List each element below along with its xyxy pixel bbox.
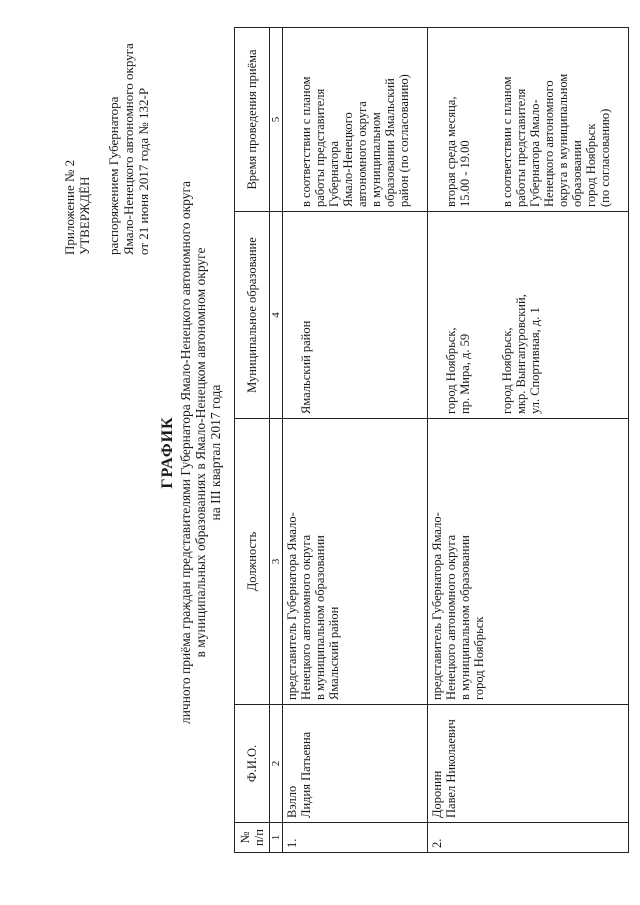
reception-time bbox=[428, 28, 629, 212]
person-position: представитель Губернатора Ямало- Ненецкого автономного округа в муниципальном образовании Ямальский район bbox=[283, 419, 428, 705]
approval-line: распоряжением Губернатора bbox=[106, 96, 121, 255]
column-number: 1 bbox=[270, 823, 283, 853]
approved-label: УТВЕРЖДЁН bbox=[77, 176, 92, 255]
title-heading: ГРАФИК bbox=[159, 416, 176, 489]
schedule-table bbox=[234, 27, 629, 853]
table-row bbox=[428, 28, 629, 853]
reception-time-entry: вторая среда месяца, 15.00 - 19.00 bbox=[444, 96, 472, 207]
approval-stamp bbox=[62, 5, 151, 255]
column-number: 3 bbox=[270, 419, 283, 705]
reception-time-entry: в соответствии с планом работы представителя Губернатора Ямало-Ненецкого автономного округа в муниципальном образовании Ямальский район (по согласованию) bbox=[299, 74, 411, 207]
column-header-municipality: Муниципальное образование bbox=[235, 212, 270, 419]
reception-time bbox=[283, 28, 428, 212]
appendix-number: Приложение № 2 bbox=[62, 159, 77, 255]
column-number: 2 bbox=[270, 705, 283, 823]
approval-spacer bbox=[92, 5, 106, 255]
row-number: 2. bbox=[428, 823, 629, 853]
column-header-time: Время проведения приёма bbox=[235, 28, 270, 212]
municipality-address: Ямальский район bbox=[299, 320, 313, 414]
municipality-address: город Ноябрьск, мкр. Вынгапуровский, ул. Спортивная, д. 1 bbox=[500, 294, 542, 414]
document-title bbox=[158, 40, 223, 865]
column-header-number: № п/п bbox=[235, 823, 270, 853]
person-position: представитель Губернатора Ямало- Ненецкого автономного округа в муниципальном образовании город Ноябрьск bbox=[428, 419, 629, 705]
municipality-address: город Ноябрьск, пр. Мира, д. 59 bbox=[444, 327, 472, 414]
municipality bbox=[428, 212, 629, 419]
column-number: 4 bbox=[270, 212, 283, 419]
approval-line: от 21 июня 2017 года № 132-Р bbox=[136, 87, 151, 255]
title-line: личного приёма граждан представителями Губернатора Ямало-Ненецкого автономного округа bbox=[178, 180, 193, 725]
municipality bbox=[283, 212, 428, 419]
person-name: Доронин Павел Николаевич bbox=[428, 705, 629, 823]
approval-line: Ямало-Ненецкого автономного округа bbox=[121, 43, 136, 255]
column-number: 5 bbox=[270, 28, 283, 212]
title-line: в муниципальных образованиях в Ямало-Ненецком автономном округе bbox=[193, 247, 208, 658]
column-number-row bbox=[270, 28, 283, 853]
reception-time-entry: в соответствии с планом работы представителя Губернатора Ямало- Ненецкого автономного округа в муниципальном образовании город Ноябрьск (по согласованию) bbox=[500, 73, 612, 207]
table-header-row bbox=[235, 28, 270, 853]
person-name: Вэлло Лидия Патьевна bbox=[283, 705, 428, 823]
column-header-position: Должность bbox=[235, 419, 270, 705]
row-number: 1. bbox=[283, 823, 428, 853]
table-row bbox=[283, 28, 428, 853]
title-line: на III квартал 2017 года bbox=[208, 384, 223, 521]
column-header-name: Ф.И.О. bbox=[235, 705, 270, 823]
